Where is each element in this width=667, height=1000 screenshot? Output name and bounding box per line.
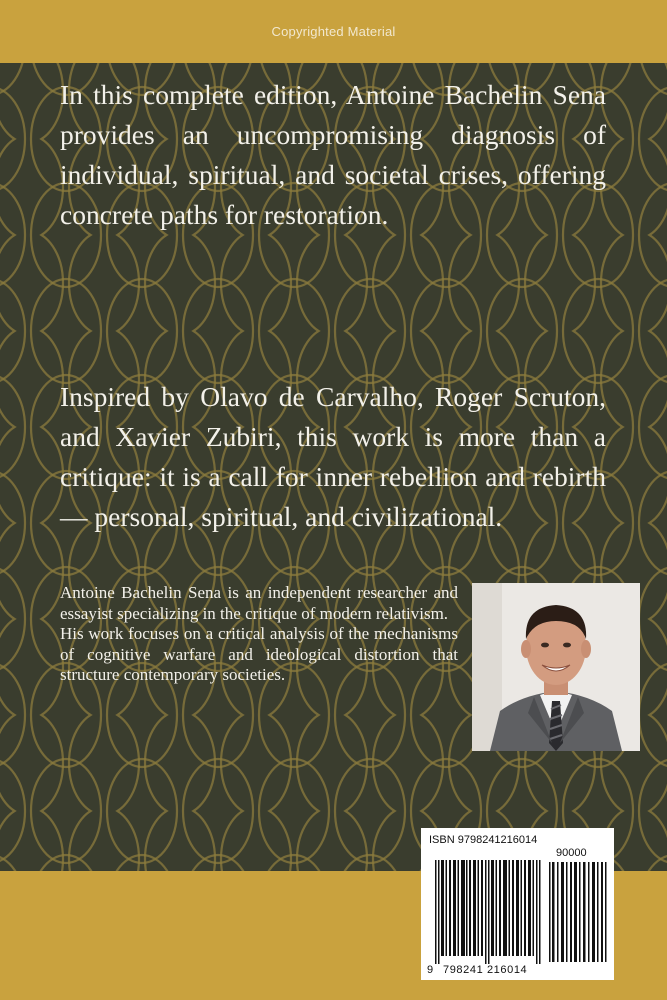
author-bio bbox=[60, 583, 458, 686]
barcode-first-digit: 9 bbox=[427, 964, 434, 976]
addon-barcode-bars bbox=[549, 862, 607, 962]
back-cover-panel bbox=[0, 63, 667, 871]
isbn-label: ISBN 9798241216014 bbox=[429, 834, 538, 846]
blurb-paragraph-2: Inspired by Olavo de Carvalho, Roger Scruton, and Xavier Zubiri, this work is more than a critique: it is a call for inner rebellion and rebirth — personal, spiritual, and civilizational. bbox=[60, 381, 606, 532]
author-bio-line-2: His work focuses on a critical analysis of the mechanisms of cognitive warfare and ideological distortion that structure contemporary societies. bbox=[60, 624, 458, 684]
isbn-barcode bbox=[421, 828, 614, 980]
author-bio-line-1: Antoine Bachelin Sena is an independent researcher and essayist specializing in the critique of modern relativism. bbox=[60, 583, 458, 623]
barcode-digits: 798241 216014 bbox=[443, 964, 528, 976]
ean-barcode-bars bbox=[435, 860, 543, 964]
author-portrait-image bbox=[472, 583, 640, 751]
copyright-watermark: Copyrighted Material bbox=[271, 24, 396, 39]
author-photo bbox=[472, 583, 640, 751]
price-code: 90000 bbox=[556, 847, 587, 859]
blurb-paragraph-1: In this complete edition, Antoine Bachelin Sena provides an uncompromising diagnosis of individual, spiritual, and societal crises, offering concrete paths for restoration. bbox=[60, 79, 606, 230]
